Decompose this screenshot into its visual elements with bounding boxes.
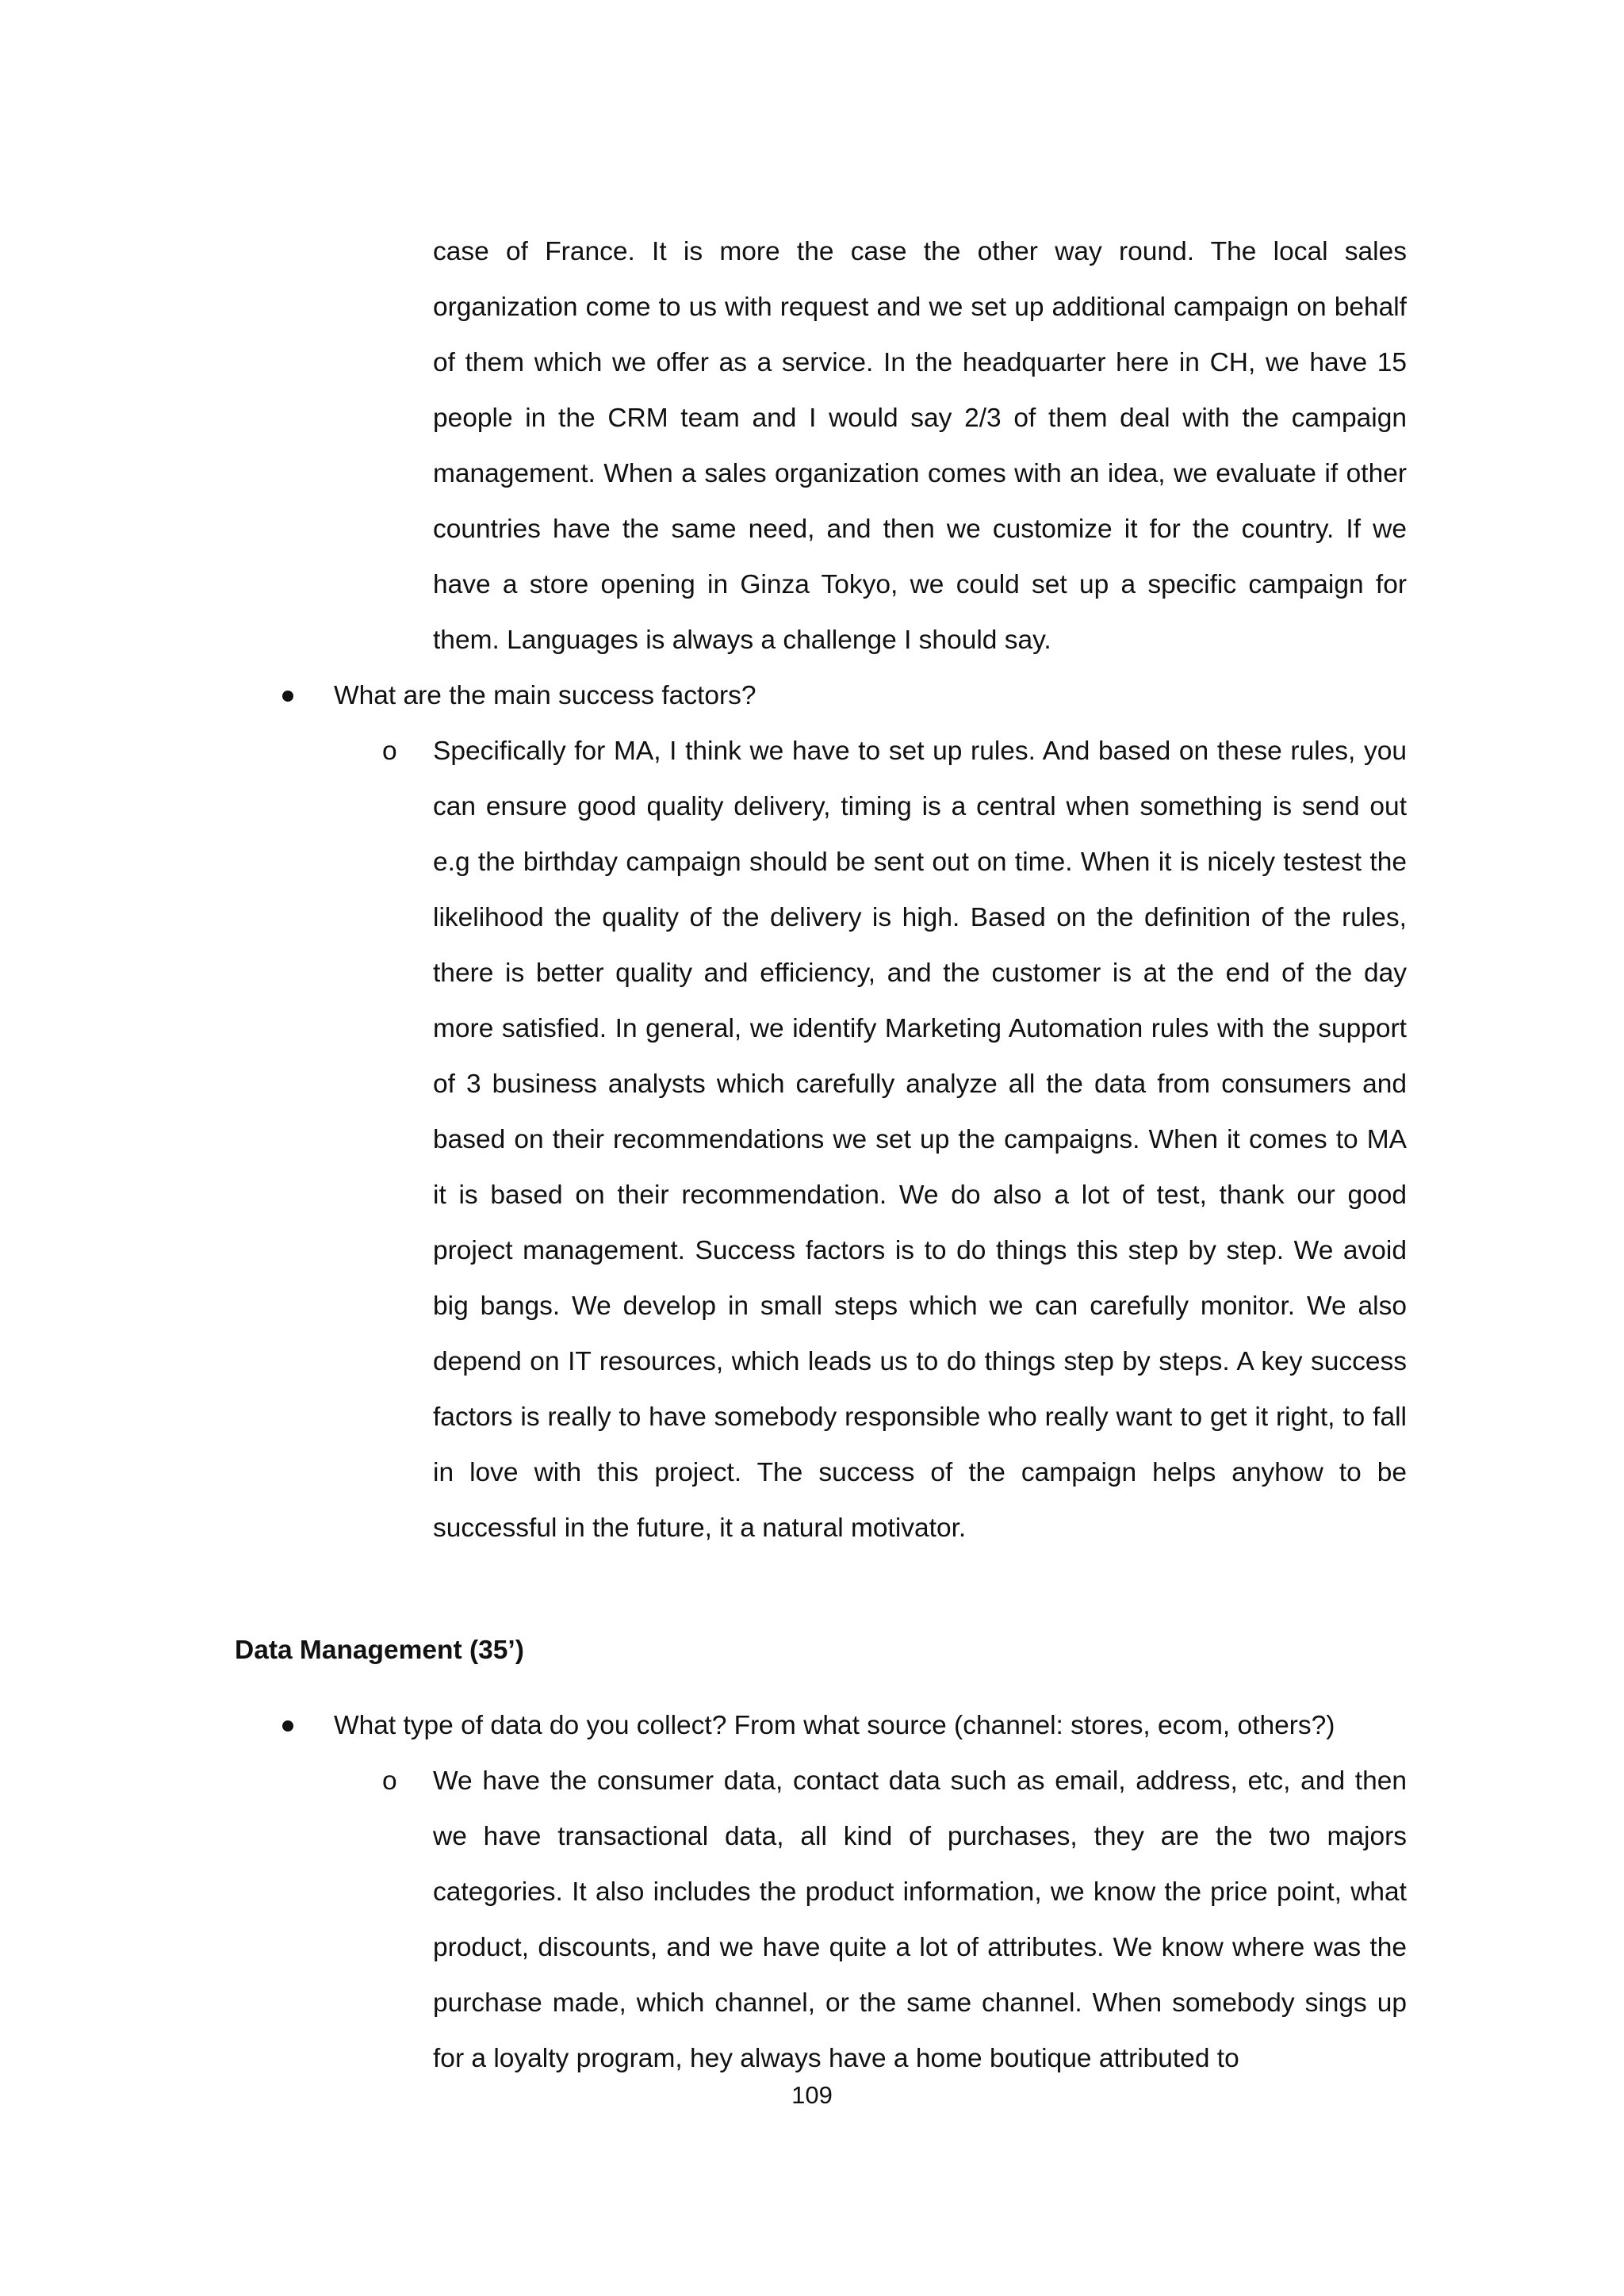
question-data-type: What type of data do you collect? From what source (channel: stores, ecom, others?) <box>334 1711 1335 1740</box>
answer-success-factors: Specifically for MA, I think we have to set up rules. And based on these rules, you can ensure good quality delivery, timing is a central when something is send out e.g the birthday campaign should be sent out on time. When it is nicely testest the likelihood the quality of the delivery is high. Based on the definition of the rules, there is better quality and efficiency, and the customer is at the end of the day more satisfied. In general, we identify Marketing Automation rules with the support of 3 business analysts which carefully analyze all the data from consumers and based on their recommendations we set up the campaigns. When it comes to MA it is based on their recommendation. We do also a lot of test, thank our good project management. Success factors is to do things this step by step. We avoid big bangs. We develop in small steps which we can carefully monitor. We also depend on IT resources, which leads us to do things step by steps. A key success factors is really to have somebody responsible who really want to get it right, to fall in love with this project. The success of the campaign helps anyhow to be successful in the future, it a natural motivator. <box>433 737 1407 1543</box>
section-heading-data-management: Data Management (35’) <box>235 1636 524 1665</box>
question-success-factors: What are the main success factors? <box>334 681 756 710</box>
answer-data-type: We have the consumer data, contact data such as email, address, etc, and then we have transactional data, all kind of purchases, they are the two majors categories. It also includes the product information, we know the price point, what product, discounts, and we have quite a lot of attributes. We know where was the purchase made, which channel, or the same channel. When somebody sings up for a loyalty program, hey always have a home boutique attributed to <box>433 1766 1407 2073</box>
bullet-icon <box>282 1720 293 1732</box>
bullet-item-success-factors <box>0 668 1624 724</box>
bullet-icon <box>282 691 293 702</box>
sub-bullet-icon: o <box>382 1766 397 1796</box>
page-number: 109 <box>791 2081 833 2109</box>
continuation-paragraph: case of France. It is more the case the other way round. The local sales organization come to us with request and we set up additional campaign on behalf of them which we offer as a service. In the headquarter here in CH, we have 15 people in the CRM team and I would say 2/3 of them deal with the campaign management. When a sales organization comes with an idea, we evaluate if other countries have the same need, and then we customize it for the country. If we have a store opening in Ginza Tokyo, we could set up a specific campaign for them. Languages is always a challenge I should say. <box>433 237 1407 655</box>
bullet-item-data-type <box>0 1698 1624 1754</box>
sub-bullet-icon: o <box>382 737 397 766</box>
